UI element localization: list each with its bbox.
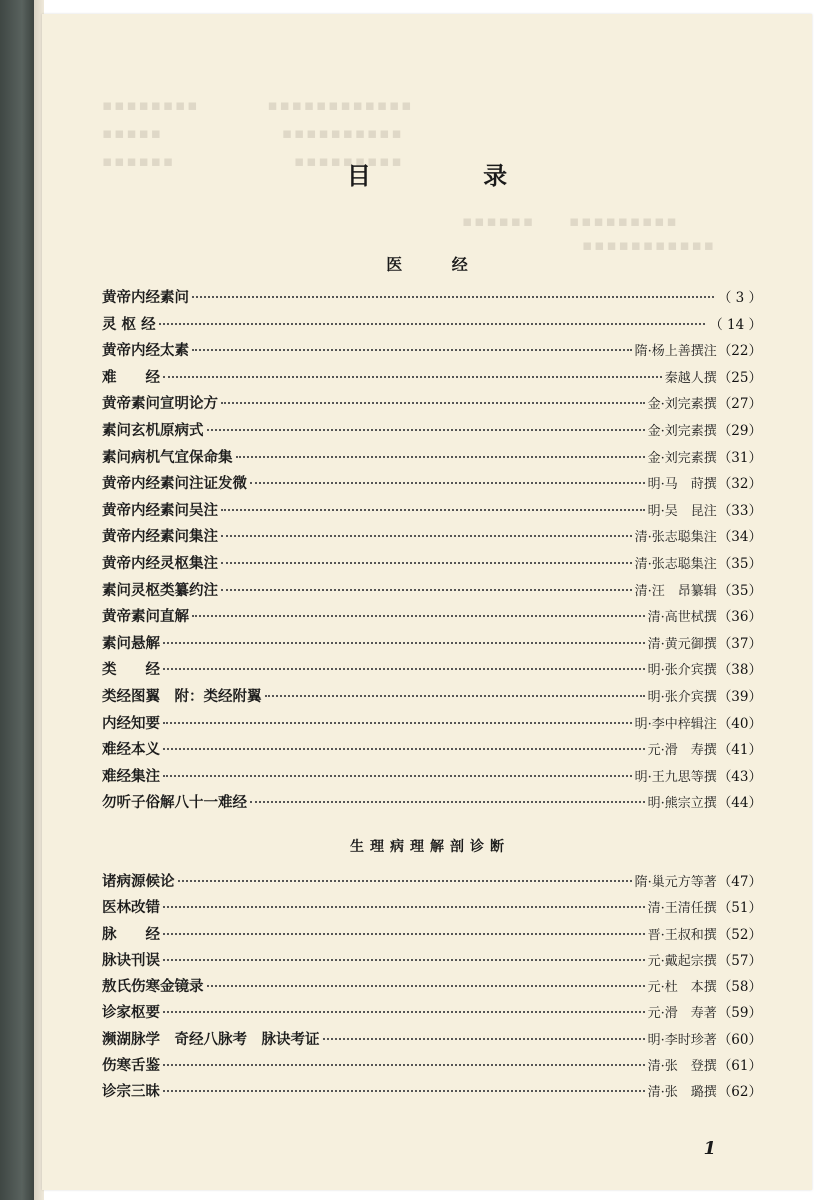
toc-list (102, 870, 762, 1107)
book-page (42, 14, 812, 1190)
entry-author: 金·刘完素撰 (647, 397, 717, 413)
entry-title: 素问病机气宜保命集 (102, 448, 233, 466)
dot-leader (163, 1011, 645, 1013)
dot-leader (178, 880, 632, 882)
toc-entry (102, 1001, 762, 1027)
entry-title: 脉 经 (102, 925, 160, 943)
dot-leader (221, 589, 632, 591)
entry-author: 明·李时珍著 (647, 1032, 717, 1048)
show-through-text: ▪▪▪▪▪▪▪▪ ▪▪▪▪▪▪▪▪▪▪▪▪ (102, 96, 414, 114)
entry-page-number: （34） (717, 529, 762, 546)
show-through-text: ▪▪▪▪▪ ▪▪▪▪▪▪▪▪▪▪ (102, 124, 404, 142)
dot-leader (163, 933, 645, 935)
toc-entry (102, 366, 762, 393)
dot-leader (163, 959, 645, 961)
dot-leader (159, 323, 706, 325)
toc-entry (102, 791, 762, 818)
entry-author: 隋·杨上善撰注 (634, 344, 717, 360)
entry-author: 清·王清任撰 (647, 901, 717, 917)
show-through-text: ▪▪▪▪▪▪ ▪▪▪▪▪▪▪▪▪ (462, 212, 679, 230)
entry-author: 元·滑 寿著 (647, 1006, 717, 1022)
toc-entry (102, 1054, 762, 1080)
entry-page-number: （39） (717, 688, 762, 705)
entry-author: 秦越人撰 (664, 370, 717, 386)
dot-leader (192, 296, 714, 298)
dot-leader (236, 456, 645, 458)
entry-page-number: （32） (717, 476, 762, 493)
entry-author: 元·杜 本撰 (647, 980, 717, 996)
toc-entry (102, 632, 762, 659)
entry-page-number: （35） (717, 582, 762, 599)
entry-title: 敖氏伤寒金镜录 (102, 978, 204, 996)
page-number: 1 (703, 1138, 716, 1159)
toc-entry (102, 446, 762, 473)
entry-author: 清·张 登撰 (647, 1059, 717, 1075)
entry-author: 清·黄元御撰 (647, 636, 717, 652)
dot-leader (163, 1064, 645, 1066)
show-through-text: ▪▪▪▪▪▪▪▪▪▪▪ (582, 236, 716, 254)
toc-entry (102, 392, 762, 419)
entry-title: 黄帝内经素问注证发微 (102, 475, 247, 493)
entry-title: 难经本义 (102, 741, 160, 759)
entry-page-number: （27） (717, 396, 762, 413)
entry-author: 金·刘完素撰 (647, 423, 717, 439)
entry-page-number: （35） (717, 555, 762, 572)
toc-entry (102, 738, 762, 765)
entry-page-number: （40） (717, 715, 762, 732)
entry-author: 元·戴起宗撰 (647, 953, 717, 969)
entry-title: 黄帝素问宣明论方 (102, 395, 218, 413)
dot-leader (163, 376, 662, 378)
entry-author: 明·熊宗立撰 (647, 796, 717, 812)
entry-title: 濒湖脉学 奇经八脉考 脉诀考证 (102, 1030, 320, 1048)
dot-leader (163, 775, 632, 777)
entry-page-number: （52） (717, 926, 762, 943)
dot-leader (163, 642, 645, 644)
entry-title: 黄帝素问直解 (102, 608, 189, 626)
entry-page-number: （62） (717, 1084, 762, 1101)
dot-leader (265, 695, 645, 697)
dot-leader (221, 402, 645, 404)
entry-page-number: （43） (717, 768, 762, 785)
section-heading: 医 经 (386, 255, 490, 274)
entry-page-number: （29） (717, 422, 762, 439)
entry-page-number: （ 14 ） (709, 316, 762, 333)
toc-entry (102, 870, 762, 896)
entry-author: 清·张志聪集注 (634, 530, 717, 546)
dot-leader (221, 562, 632, 564)
entry-page-number: （47） (717, 874, 762, 890)
entry-title: 诊宗三昧 (102, 1083, 160, 1101)
entry-page-number: （38） (717, 662, 762, 679)
entry-author: 清·汪 昂纂辑 (634, 583, 717, 599)
entry-author: 明·吴 昆注 (647, 503, 717, 519)
entry-title: 类 经 (102, 661, 160, 679)
entry-title: 难经集注 (102, 767, 160, 785)
entry-title: 素问悬解 (102, 634, 160, 652)
dot-leader (250, 482, 645, 484)
entry-page-number: （60） (717, 1031, 762, 1048)
entry-page-number: （41） (717, 742, 762, 759)
entry-title: 黄帝内经太素 (102, 342, 189, 360)
dot-leader (192, 615, 645, 617)
dot-leader (207, 985, 645, 987)
toc-entry (102, 896, 762, 922)
entry-author: 清·张志聪集注 (634, 556, 717, 572)
section-heading: 生理病理解剖诊断 (350, 839, 510, 855)
toc-entry (102, 765, 762, 792)
entry-page-number: （ 3 ） (717, 290, 762, 306)
entry-title: 灵 枢 经 (102, 315, 156, 333)
dot-leader (163, 722, 632, 724)
dot-leader (323, 1038, 645, 1040)
entry-page-number: （51） (717, 900, 762, 917)
toc-entry (102, 313, 762, 340)
toc-entry (102, 579, 762, 606)
entry-author: 明·马 莳撰 (647, 477, 717, 493)
toc-entry (102, 923, 762, 949)
entry-author: 清·张 璐撰 (647, 1085, 717, 1101)
entry-author: 明·李中梓辑注 (634, 716, 717, 732)
toc-entry (102, 1028, 762, 1054)
entry-page-number: （31） (717, 449, 762, 466)
toc-entry (102, 552, 762, 579)
toc-entry (102, 949, 762, 975)
entry-author: 隋·巢元方等著 (634, 875, 717, 890)
dot-leader (221, 535, 632, 537)
toc-entry (102, 499, 762, 526)
dot-leader (163, 668, 645, 670)
toc-entry (102, 975, 762, 1001)
entry-title: 素问灵枢类纂约注 (102, 581, 218, 599)
entry-title: 勿听子俗解八十一难经 (102, 794, 247, 812)
entry-title: 内经知要 (102, 714, 160, 732)
entry-title: 黄帝内经素问 (102, 289, 189, 306)
entry-title: 类经图翼 附：类经附翼 (102, 687, 262, 705)
entry-author: 元·滑 寿撰 (647, 743, 717, 759)
entry-title: 医林改错 (102, 899, 160, 917)
entry-author: 金·刘完素撰 (647, 450, 717, 466)
entry-page-number: （25） (717, 369, 762, 386)
entry-page-number: （33） (717, 502, 762, 519)
toc-entry (102, 339, 762, 366)
toc-entry (102, 712, 762, 739)
entry-title: 黄帝内经灵枢集注 (102, 554, 218, 572)
toc-entry (102, 1080, 762, 1106)
toc-entry (102, 286, 762, 313)
page-title: 目 录 (346, 162, 560, 190)
toc-entry (102, 658, 762, 685)
entry-page-number: （57） (717, 952, 762, 969)
entry-page-number: （36） (717, 609, 762, 626)
dot-leader (207, 429, 645, 431)
show-through-text: ▪▪▪▪▪▪ ▪▪▪▪▪▪▪▪▪ (102, 152, 404, 170)
entry-title: 诸病源候论 (102, 873, 175, 890)
entry-title: 伤寒舌鉴 (102, 1057, 160, 1075)
toc-list (102, 286, 762, 818)
entry-title: 难 经 (102, 368, 160, 386)
toc-entry (102, 685, 762, 712)
entry-author: 明·张介宾撰 (647, 689, 717, 705)
entry-author: 清·高世栻撰 (647, 610, 717, 626)
toc-entry (102, 525, 762, 552)
entry-page-number: （58） (717, 979, 762, 996)
toc-entry (102, 472, 762, 499)
dot-leader (163, 748, 645, 750)
toc-entry (102, 419, 762, 446)
entry-page-number: （37） (717, 635, 762, 652)
entry-page-number: （22） (717, 343, 762, 360)
entry-page-number: （59） (717, 1005, 762, 1022)
entry-author: 明·张介宾撰 (647, 663, 717, 679)
dot-leader (163, 1090, 645, 1092)
entry-page-number: （61） (717, 1058, 762, 1075)
entry-title: 黄帝内经素问集注 (102, 528, 218, 546)
dot-leader (192, 349, 632, 351)
entry-title: 黄帝内经素问吴注 (102, 501, 218, 519)
entry-page-number: （44） (717, 795, 762, 812)
dot-leader (163, 906, 645, 908)
entry-author: 明·王九思等撰 (634, 769, 717, 785)
dot-leader (221, 509, 645, 511)
entry-title: 素问玄机原病式 (102, 421, 204, 439)
dot-leader (250, 801, 645, 803)
entry-title: 脉诀刊误 (102, 951, 160, 969)
toc-entry (102, 605, 762, 632)
entry-title: 诊家枢要 (102, 1004, 160, 1022)
entry-author: 晋·王叔和撰 (647, 927, 717, 943)
